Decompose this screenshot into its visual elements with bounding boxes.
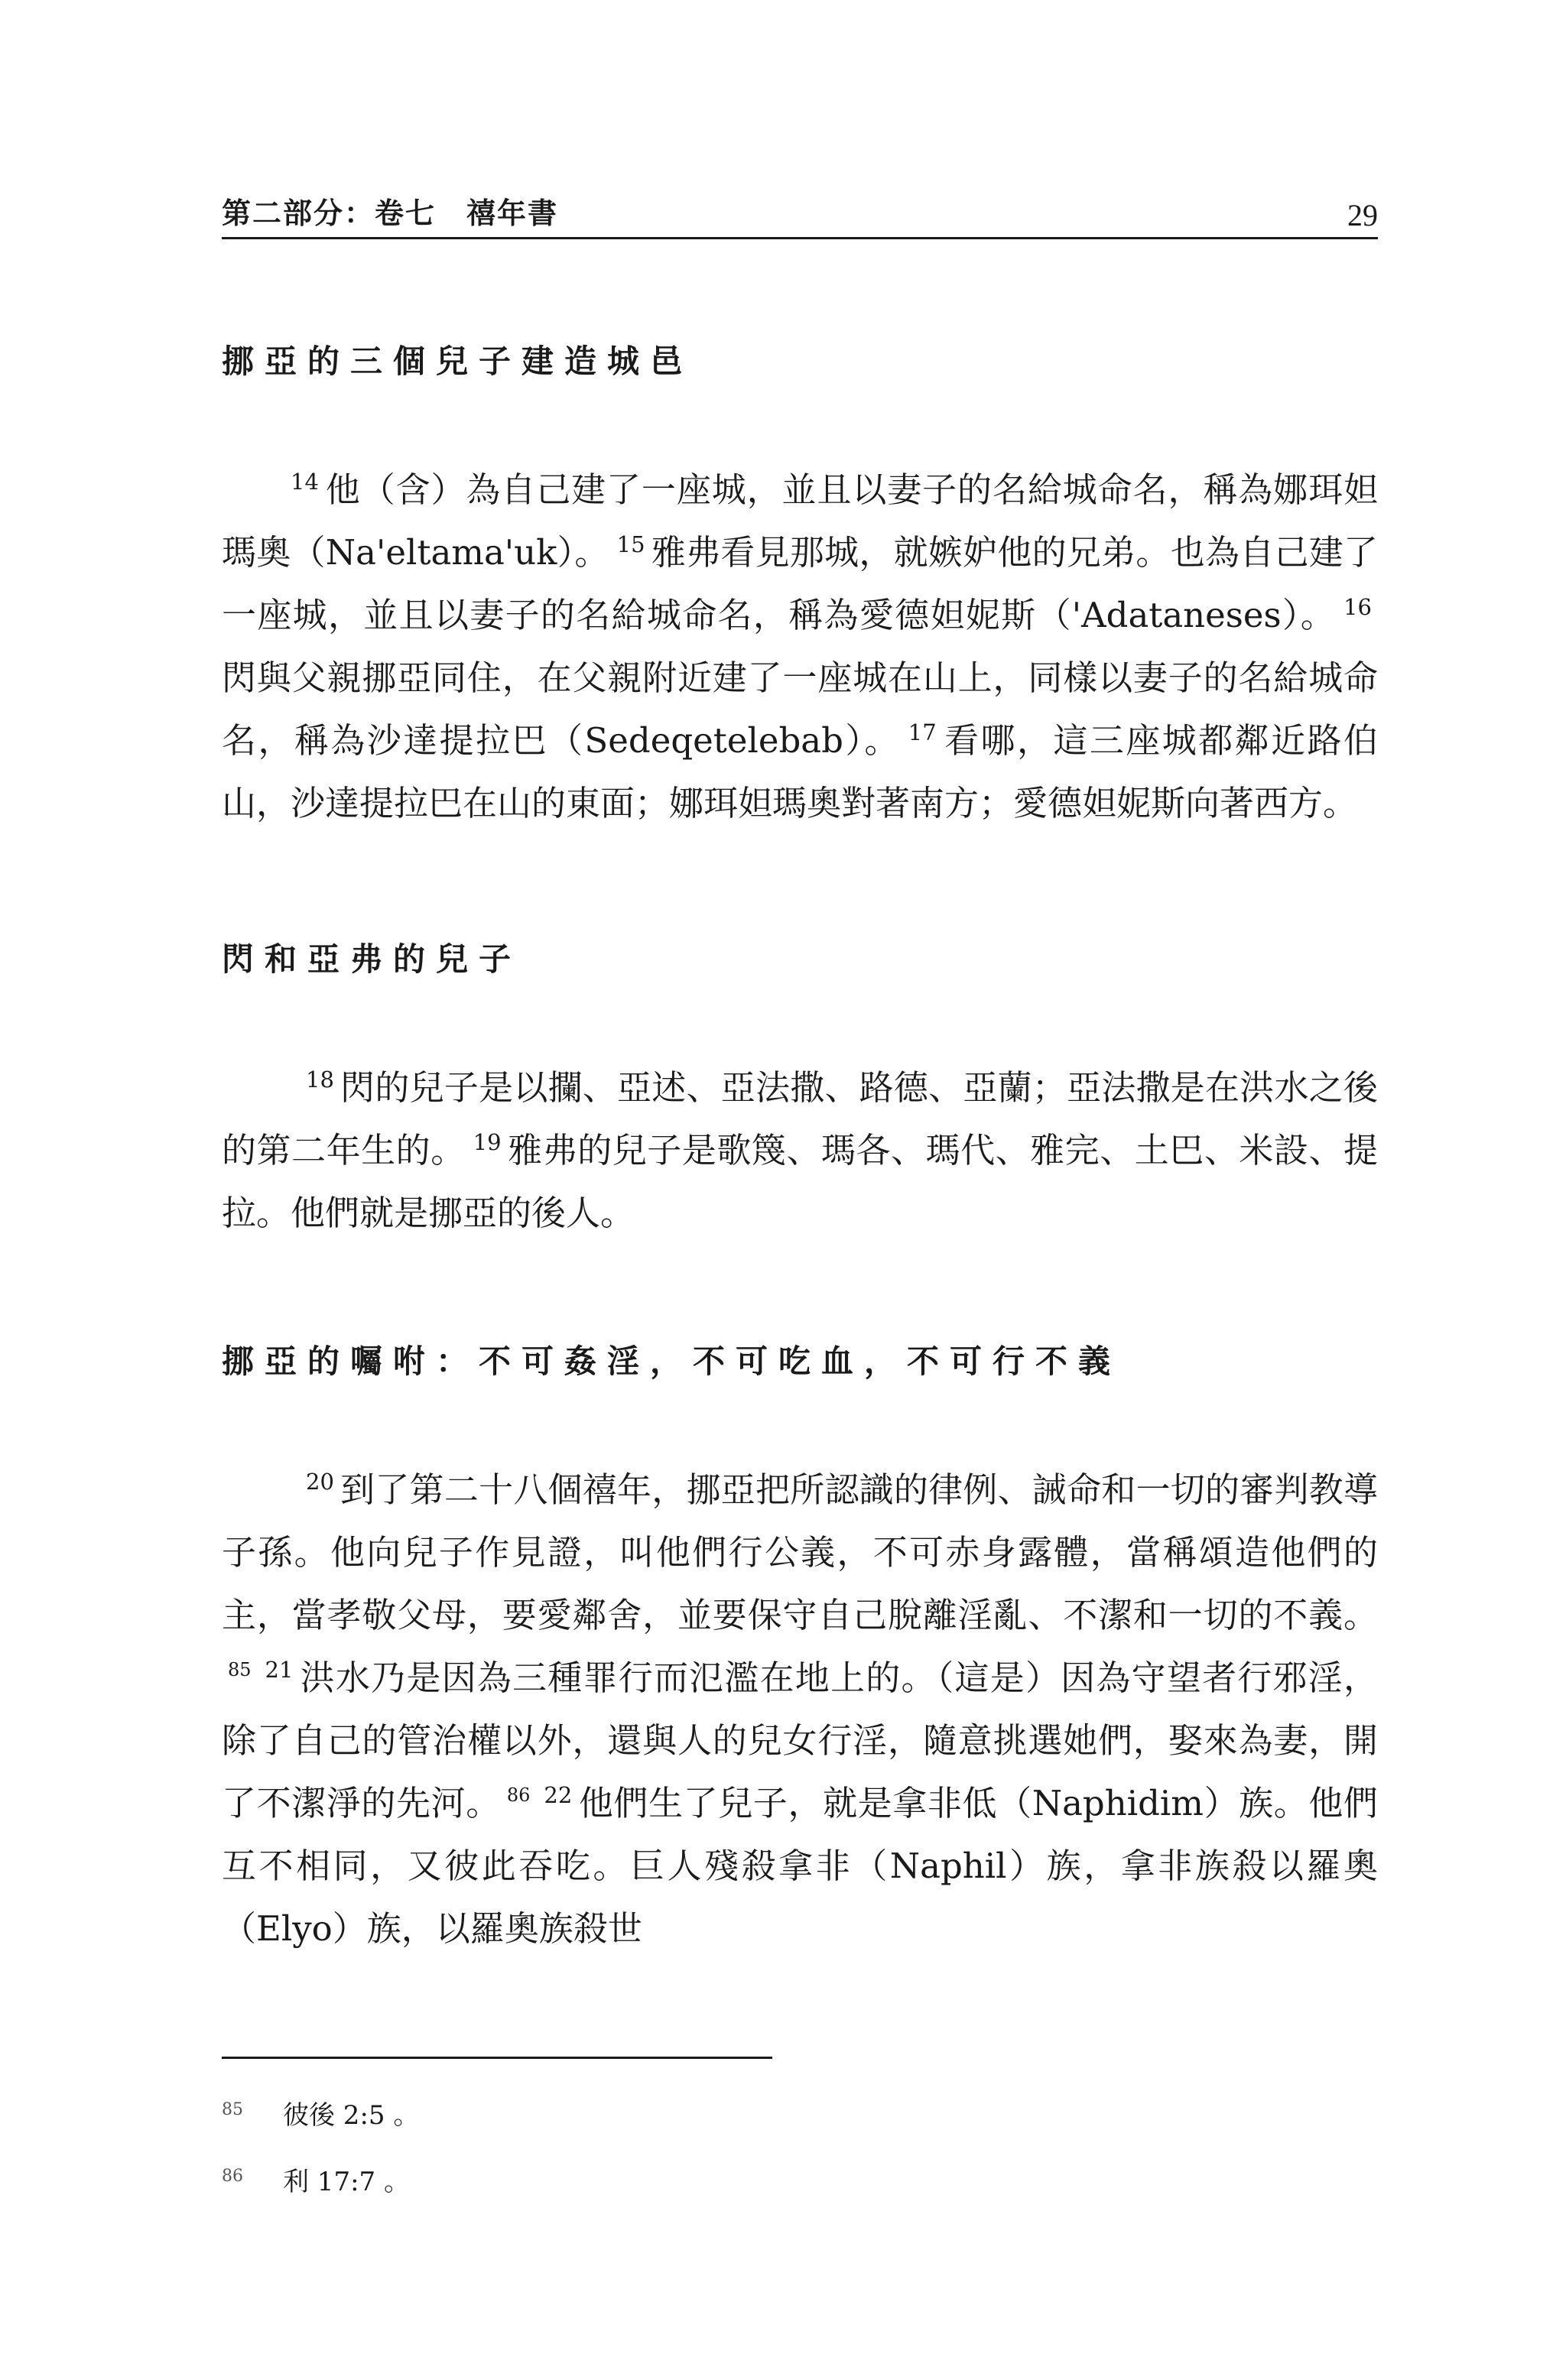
verse-text: 洪水乃是因為三種罪行而氾濫在地上的。（這是）因為守望者行邪淫，除了自己的管治權以外，還與人的兒女行淫，隨意挑選她們，娶來為妻，開了不潔淨的先河。 xyxy=(222,1658,1378,1823)
header-rule xyxy=(222,237,1378,239)
section-paragraph xyxy=(222,1459,1378,1960)
verse-number: 14 xyxy=(291,469,319,495)
verse-number: 15 xyxy=(616,531,645,557)
section-heading: 挪亞的三個兒子建造城邑 xyxy=(222,343,694,380)
footnote xyxy=(222,2095,986,2131)
section-heading: 挪亞的囑咐：不可姦淫，不可吃血，不可行不義 xyxy=(222,1343,1122,1380)
section-paragraph xyxy=(222,459,1378,835)
verse-text: 雅弗的兒子是歌篾、瑪各、瑪代、雅完、土巴、米設、提拉。他們就是挪亞的後人。 xyxy=(222,1130,1378,1233)
running-header-title: 第二部分：卷七 禧年書 xyxy=(222,196,559,230)
verse-text: 雅弗看見那城，就嫉妒他的兄弟。也為自己建了一座城，並且以妻子的名給城命名，稱為愛德妲妮斯（'Adataneses）。 xyxy=(222,532,1378,635)
footnote-text: 利 17:7 。 xyxy=(283,2167,410,2197)
footnote-rule xyxy=(222,2057,772,2059)
verse-number: 18 xyxy=(306,1067,334,1093)
section-paragraph xyxy=(222,1057,1378,1245)
footnote-reference[interactable]: 86 xyxy=(506,1784,531,1806)
verse-number: 21 xyxy=(265,1657,294,1683)
footnote-reference[interactable]: 85 xyxy=(228,1659,252,1680)
verse-number: 19 xyxy=(473,1129,502,1155)
verse-text: 閃的兒子是以攔、亞述、亞法撒、路德、亞蘭；亞法撒是在洪水之後的第二年生的。 xyxy=(222,1067,1378,1171)
verse-text: 他們生了兒子，就是拿非低（Naphidim）族。他們互不相同，又彼此吞吃。巨人殘殺拿非（Naphil）族，拿非族殺以羅奧（Elyo）族，以羅奧族殺世 xyxy=(222,1783,1378,1949)
footnotes xyxy=(222,2095,986,2228)
verse-text: 到了第二十八個禧年，挪亞把所認識的律例、誡命和一切的審判教導子孫。他向兒子作見證，叫他們行公義，不可赤身露體，當稱頌造他們的主，當孝敬父母，要愛鄰舍，並要保守自己脫離淫亂、不潔和一切的不義。 xyxy=(222,1469,1378,1635)
footnote xyxy=(222,2161,986,2197)
verse-text: 看哪，這三座城都鄰近路伯山，沙達提拉巴在山的東面；娜珥妲瑪奧對著南方；愛德妲妮斯向著西方。 xyxy=(222,720,1378,823)
verse-number: 16 xyxy=(1343,594,1372,620)
footnote-marker: 86 xyxy=(222,2167,243,2186)
verse-number: 22 xyxy=(544,1782,573,1808)
section-heading: 閃和亞弗的兒子 xyxy=(222,940,522,978)
verse-text: 他（含）為自己建了一座城，並且以妻子的名給城命名，稱為娜珥妲瑪奧（Na'eltama'uk）。 xyxy=(222,469,1378,573)
verse-number: 17 xyxy=(908,719,937,745)
verse-number: 20 xyxy=(306,1469,334,1495)
footnote-text: 彼後 2:5 。 xyxy=(283,2100,420,2131)
running-header xyxy=(222,190,1378,235)
footnote-marker: 85 xyxy=(222,2100,243,2119)
main-content xyxy=(222,336,1378,1960)
verse-text: 閃與父親挪亞同住，在父親附近建了一座城在山上，同樣以妻子的名給城命名，稱為沙達提拉巴（Sedeqetelebab）。 xyxy=(222,658,1378,761)
page-number: 29 xyxy=(1347,198,1378,232)
